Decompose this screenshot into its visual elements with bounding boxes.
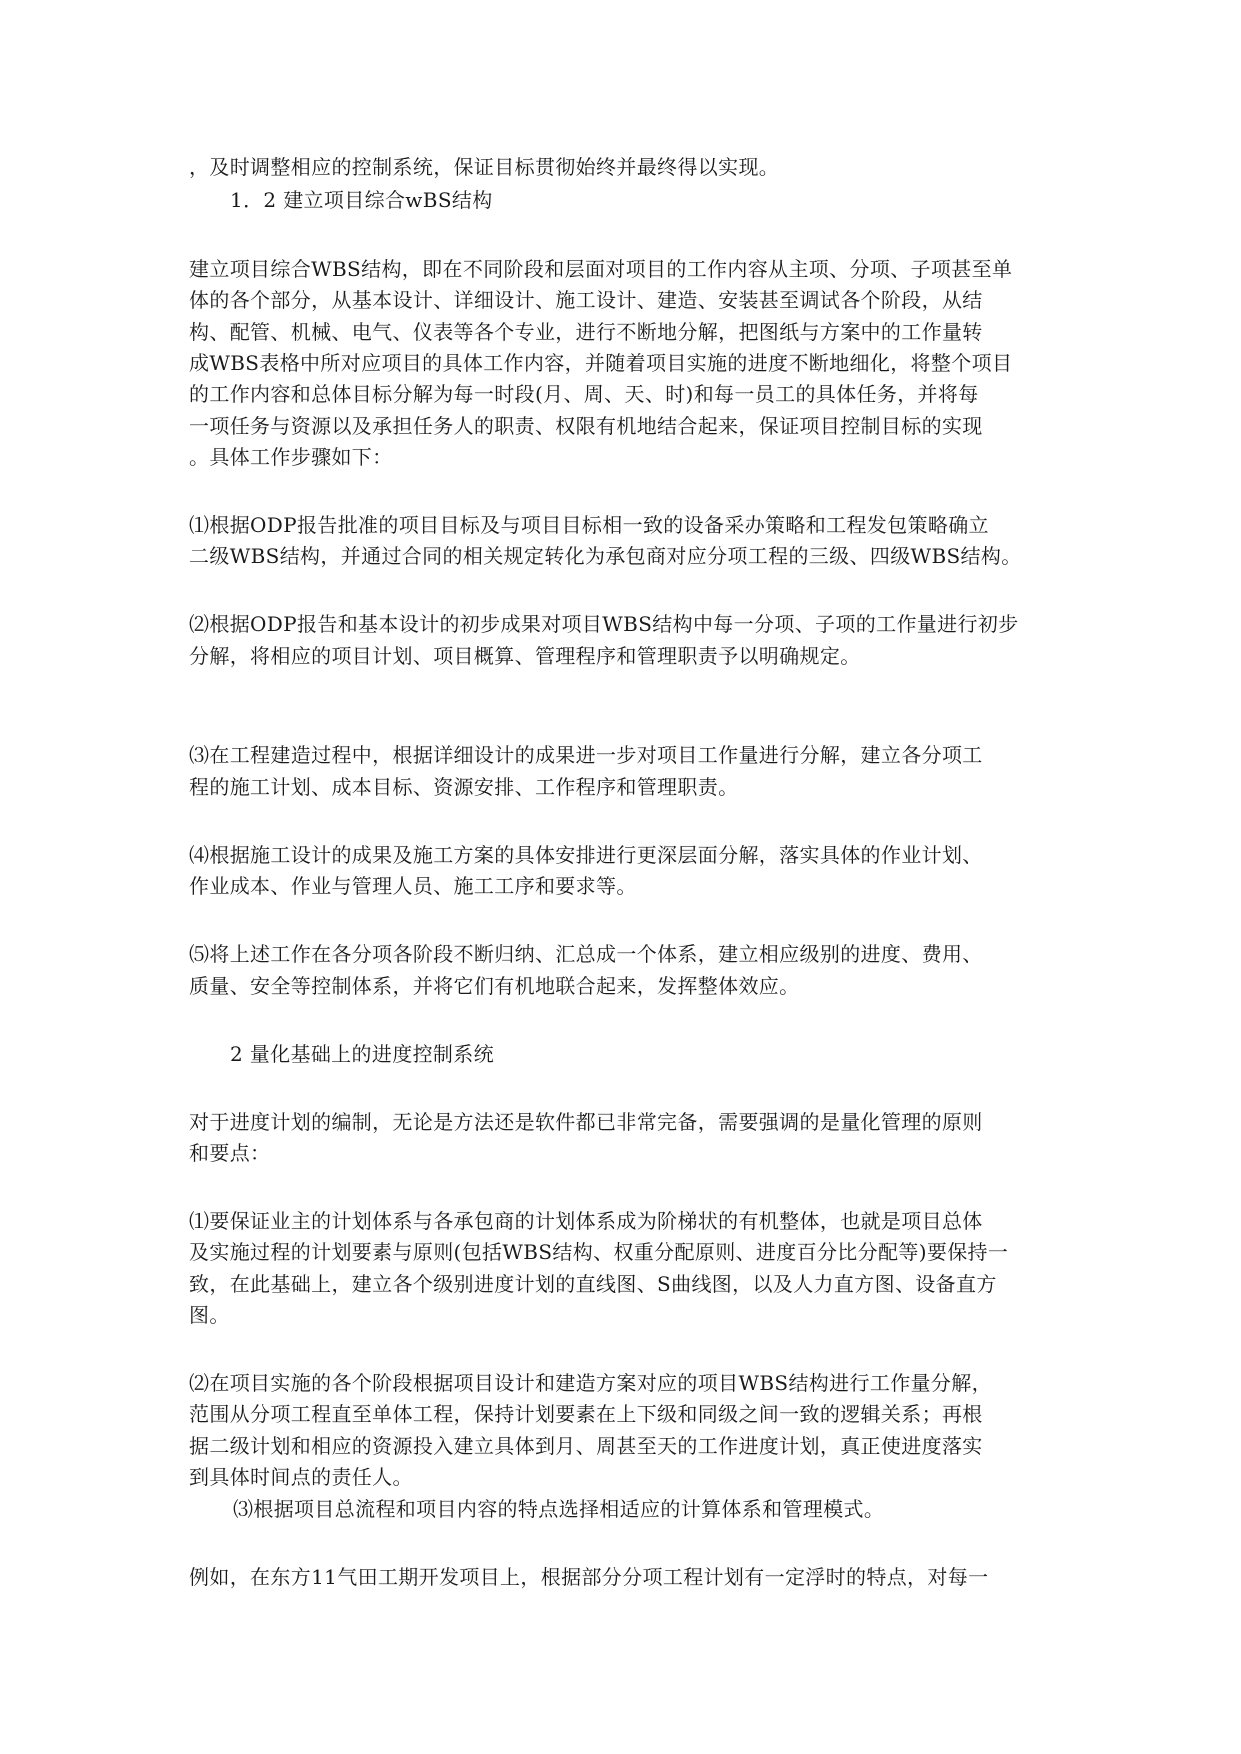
text-line: 。具体工作步骤如下： [189, 445, 393, 469]
text-line: ⑵在项目实施的各个阶段根据项目设计和建造方案对应的项目WBS结构进行工作量分解， [189, 1371, 992, 1395]
text-line: 和要点： [189, 1141, 271, 1165]
text-line: ⑷根据施工设计的成果及施工方案的具体安排进行更深层面分解，落实具体的作业计划、 [189, 843, 983, 867]
text-line: ⑴要保证业主的计划体系与各承包商的计划体系成为阶梯状的有机整体，也就是项目总体 [189, 1209, 983, 1233]
text-line: ⑸将上述工作在各分项各阶段不断归纳、汇总成一个体系，建立相应级别的进度、费用、 [189, 942, 983, 966]
text-line: 二级WBS结构，并通过合同的相关规定转化为承包商对应分项工程的三级、四级WBS结构。 [189, 544, 1022, 568]
text-line: 作业成本、作业与管理人员、施工工序和要求等。 [189, 874, 637, 898]
text-line: ⑶在工程建造过程中，根据详细设计的成果进一步对项目工作量进行分解，建立各分项工 [189, 743, 983, 767]
text-line: 范围从分项工程直至单体工程，保持计划要素在上下级和同级之间一致的逻辑关系；再根 [189, 1402, 983, 1426]
text-line: ⑵根据ODP报告和基本设计的初步成果对项目WBS结构中每一分项、子项的工作量进行初步 [189, 612, 1019, 636]
text-line: 致，在此基础上，建立各个级别进度计划的直线图、S曲线图，以及人力直方图、设备直方 [189, 1272, 997, 1296]
text-line: 质量、安全等控制体系，并将它们有机地联合起来，发挥整体效应。 [189, 974, 800, 998]
text-line: 例如，在东方11气田工期开发项目上，根据部分分项工程计划有一定浮时的特点，对每一 [189, 1565, 989, 1589]
text-line: 及实施过程的计划要素与原则(包括WBS结构、权重分配原则、进度百分比分配等)要保持一 [189, 1240, 1009, 1264]
text-line: 分解，将相应的项目计划、项目概算、管理程序和管理职责予以明确规定。 [189, 644, 861, 668]
text-line: 对于进度计划的编制，无论是方法还是软件都已非常完备，需要强调的是量化管理的原则 [189, 1110, 983, 1134]
text-line: 程的施工计划、成本目标、资源安排、工作程序和管理职责。 [189, 775, 739, 799]
text-line: 建立项目综合WBS结构，即在不同阶段和层面对项目的工作内容从主项、分项、子项甚至单 [189, 257, 1013, 281]
text-line: ，及时调整相应的控制系统，保证目标贯彻始终并最终得以实现。 [189, 155, 780, 179]
text-line: ⑶根据项目总流程和项目内容的特点选择相适应的计算体系和管理模式。 [233, 1497, 885, 1521]
text-line: 体的各个部分，从基本设计、详细设计、施工设计、建造、安装甚至调试各个阶段，从结 [189, 288, 983, 312]
text-line: ⑴根据ODP报告批准的项目目标及与项目目标相一致的设备采办策略和工程发包策略确立 [189, 513, 989, 537]
text-line: 构、配管、机械、电气、仪表等各个专业，进行不断地分解，把图纸与方案中的工作量转 [189, 320, 983, 344]
text-line: 到具体时间点的责任人。 [189, 1465, 413, 1489]
section-heading-1-2: 1．2 建立项目综合wBS结构 [230, 188, 493, 212]
text-line: 一项任务与资源以及承担任务人的职责、权限有机地结合起来，保证项目控制目标的实现 [189, 414, 983, 438]
text-line: 的工作内容和总体目标分解为每一时段(月、周、天、时)和每一员工的具体任务，并将每 [189, 382, 979, 406]
section-heading-2: 2 量化基础上的进度控制系统 [230, 1042, 494, 1066]
text-line: 成WBS表格中所对应项目的具体工作内容，并随着项目实施的进度不断地细化，将整个项目 [189, 351, 1013, 375]
text-line: 图。 [189, 1303, 230, 1327]
text-line: 据二级计划和相应的资源投入建立具体到月、周甚至天的工作进度计划，真正使进度落实 [189, 1434, 983, 1458]
